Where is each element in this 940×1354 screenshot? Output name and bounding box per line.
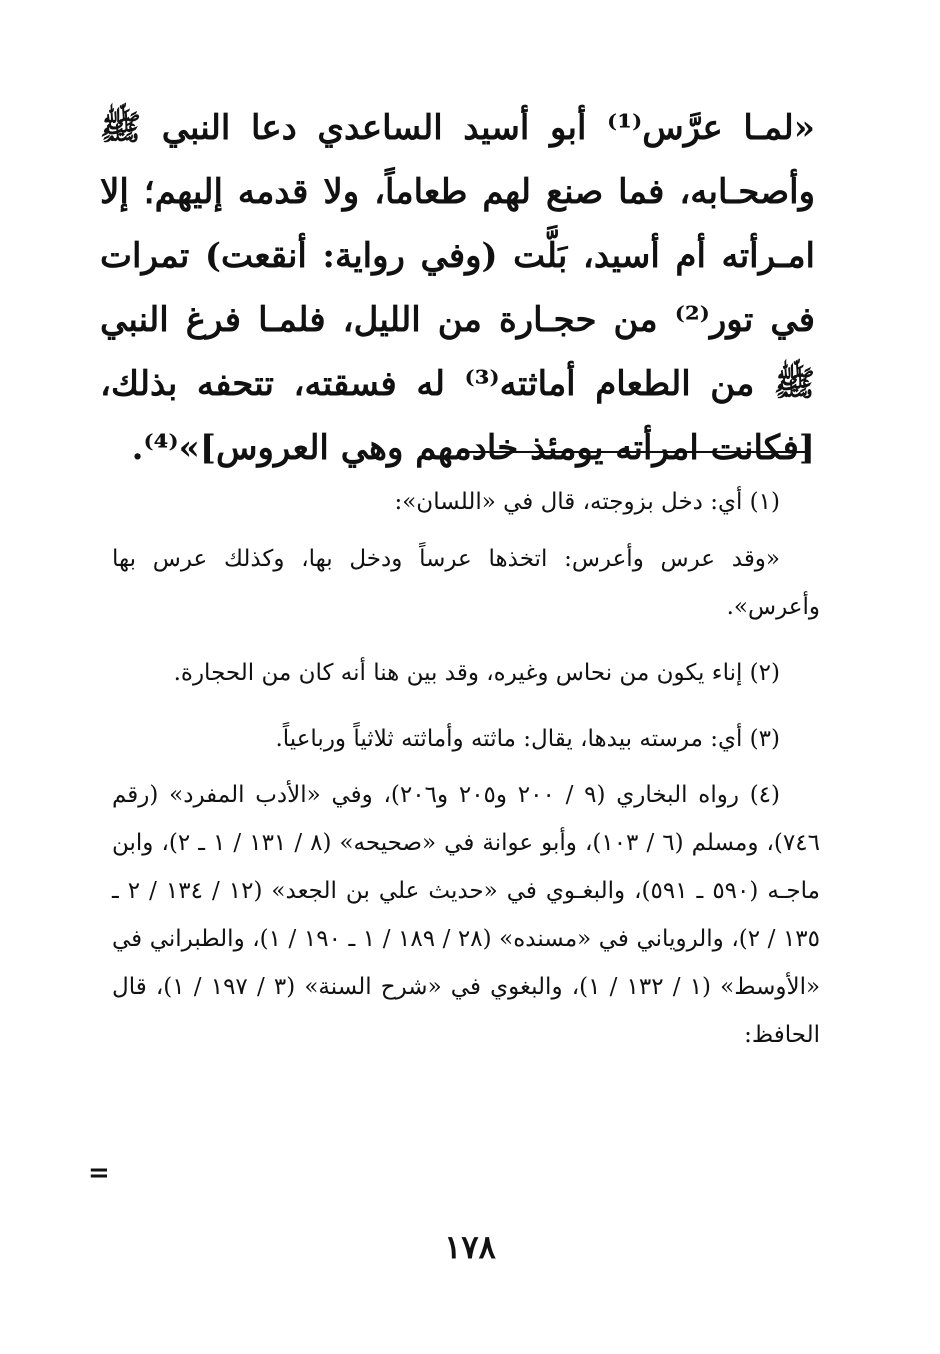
main-text-paragraph: «لمـا عرَّس⁽¹⁾ أبو أسيد الساعدي دعا النبي ﷺ وأصحـابه، فما صنع لهم طعاماً، ولا قدمه إليهم؛ إلا امـرأته أم أسيد، بَلَّت (وفي رواية: أنقعت) تمرات في تور⁽²⁾ من حجـارة من الليل، فلمـا فرغ النبي ﷺ من الطعام أماثته⁽³⁾ له فسقته، تتحفه بذلك، [فكانت امرأته يومئذ خادمهم وهي العروس]»⁽⁴⁾. (100, 108, 816, 468)
page-number: ١٧٨ (444, 1228, 496, 1266)
footnote-2: (٢) إناء يكون من نحاس وغيره، وقد بين هنا أنه كان من الحجارة. (173, 660, 780, 686)
footnote-3: (٣) أي: مرسته بيدها، يقال: ماثته وأماثته ثلاثياً ورباعياً. (275, 726, 780, 752)
footnotes-section (112, 478, 820, 1059)
footnote-1-quote: «وقد عرس وأعرس: اتخذها عرساً ودخل بها، وكذلك عرس بها وأعرس». (112, 546, 820, 620)
continuation-mark: = (88, 1158, 110, 1188)
footnote-4: (٤) رواه البخاري (٩ / ٢٠٠ و٢٠٥ و٢٠٦)، وفي «الأدب المفرد» (رقم ٧٤٦)، ومسلم (٦ / ١٠٣)، وأبو عوانة في «صحيحه» (٨ / ١٣١ / ١ ـ ٢)، وابن ماجـه (٥٩٠ ـ ٥٩١)، والبغـوي في «حديث علي بن الجعد» (١٢ / ١٣٤ / ٢ ـ ١٣٥ / ٢)، والروياني في «مسنده» (٢٨ / ١٨٩ / ١ ـ ١٩٠ / ١)، والطبراني في «الأوسط» (١ / ١٣٢ / ١)، والبغوي في «شرح السنة» (٣ / ١٩٧ / ١)، قال الحافظ: (112, 782, 821, 1048)
footnote-separator (460, 451, 806, 453)
footnote-1: (١) أي: دخل بزوجته، قال في «اللسان»: (394, 489, 780, 515)
